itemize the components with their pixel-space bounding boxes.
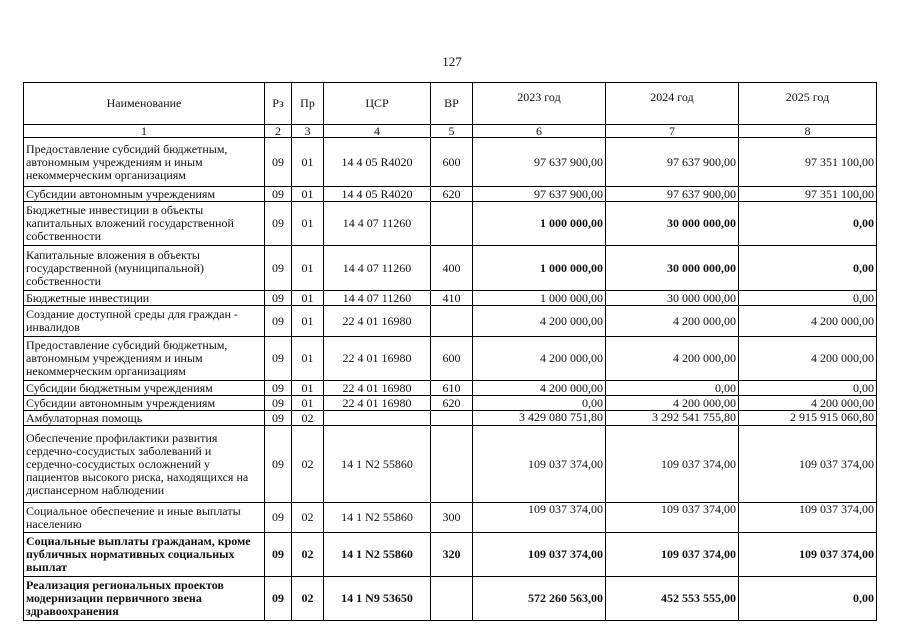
table-row xyxy=(24,381,877,396)
budget-table xyxy=(23,82,877,621)
row-vr xyxy=(431,306,473,337)
table-row xyxy=(24,187,877,202)
column-number: 6 xyxy=(473,125,606,138)
row-2024: 109 037 374,00 xyxy=(606,426,739,503)
row-rz: 09 xyxy=(265,202,292,246)
row-2023: 4 200 000,00 xyxy=(473,381,606,396)
row-2025: 97 351 100,00 xyxy=(739,187,877,202)
row-2025: 4 200 000,00 xyxy=(739,337,877,381)
row-name: Субсидии автономным учреждениям xyxy=(24,187,265,202)
row-csr xyxy=(324,411,431,426)
header-vr: ВР xyxy=(431,83,473,125)
table-row xyxy=(24,411,877,426)
row-2023: 1 000 000,00 xyxy=(473,246,606,291)
row-csr: 22 4 01 16980 xyxy=(324,396,431,411)
row-pr: 01 xyxy=(292,138,324,187)
row-2023: 1 000 000,00 xyxy=(473,291,606,306)
row-pr: 02 xyxy=(292,533,324,577)
row-rz: 09 xyxy=(265,503,292,533)
row-vr: 600 xyxy=(431,337,473,381)
row-2025: 0,00 xyxy=(739,291,877,306)
table-row xyxy=(24,202,877,246)
table-row xyxy=(24,337,877,381)
row-2025: 109 037 374,00 xyxy=(739,503,877,533)
row-csr: 14 4 07 11260 xyxy=(324,246,431,291)
row-csr: 14 1 N2 55860 xyxy=(324,503,431,533)
row-pr: 01 xyxy=(292,306,324,337)
row-2023: 572 260 563,00 xyxy=(473,577,606,621)
row-2023: 109 037 374,00 xyxy=(473,426,606,503)
row-vr: 600 xyxy=(431,138,473,187)
row-2024: 3 292 541 755,80 xyxy=(606,411,739,426)
row-rz: 09 xyxy=(265,337,292,381)
row-csr: 14 1 N9 53650 xyxy=(324,577,431,621)
page-number: 127 xyxy=(442,54,462,69)
row-2024: 452 553 555,00 xyxy=(606,577,739,621)
row-pr: 02 xyxy=(292,503,324,533)
row-pr: 02 xyxy=(292,426,324,503)
row-2023: 109 037 374,00 xyxy=(473,503,606,533)
table-row xyxy=(24,138,877,187)
table-row xyxy=(24,426,877,503)
row-name: Субсидии бюджетным учреждениям xyxy=(24,381,265,396)
row-csr: 14 1 N2 55860 xyxy=(324,426,431,503)
table-row xyxy=(24,291,877,306)
row-pr: 01 xyxy=(292,291,324,306)
table-row xyxy=(24,577,877,621)
row-rz: 09 xyxy=(265,246,292,291)
row-name: Социальное обеспечение и иные выплаты населению xyxy=(24,503,265,533)
row-name: Бюджетные инвестиции xyxy=(24,291,265,306)
row-2024: 4 200 000,00 xyxy=(606,337,739,381)
row-csr: 22 4 01 16980 xyxy=(324,306,431,337)
row-vr xyxy=(431,202,473,246)
row-vr: 610 xyxy=(431,381,473,396)
row-pr: 02 xyxy=(292,411,324,426)
row-vr xyxy=(431,426,473,503)
row-2024: 30 000 000,00 xyxy=(606,291,739,306)
row-2023: 1 000 000,00 xyxy=(473,202,606,246)
row-name: Бюджетные инвестиции в объекты капитальных вложений государственной собственности xyxy=(24,202,265,246)
row-2024: 97 637 900,00 xyxy=(606,138,739,187)
row-csr: 14 4 05 R4020 xyxy=(324,187,431,202)
row-2025: 2 915 915 060,80 xyxy=(739,411,877,426)
row-2024: 4 200 000,00 xyxy=(606,396,739,411)
row-vr: 620 xyxy=(431,187,473,202)
row-rz: 09 xyxy=(265,411,292,426)
row-name: Предоставление субсидий бюджетным, автономным учреждениям и иным некоммерческим организациям xyxy=(24,138,265,187)
row-pr: 01 xyxy=(292,246,324,291)
row-csr: 22 4 01 16980 xyxy=(324,337,431,381)
row-2024: 4 200 000,00 xyxy=(606,306,739,337)
row-name: Амбулаторная помощь xyxy=(24,411,265,426)
row-2024: 97 637 900,00 xyxy=(606,187,739,202)
column-number-row xyxy=(24,125,877,138)
row-pr: 01 xyxy=(292,381,324,396)
row-2023: 97 637 900,00 xyxy=(473,138,606,187)
row-vr: 300 xyxy=(431,503,473,533)
row-rz: 09 xyxy=(265,187,292,202)
row-name: Создание доступной среды для граждан - инвалидов xyxy=(24,306,265,337)
column-number: 8 xyxy=(739,125,877,138)
row-vr xyxy=(431,577,473,621)
row-vr: 410 xyxy=(431,291,473,306)
row-name: Обеспечение профилактики развития сердечно-сосудистых заболеваний и сердечно-сосудистых осложнений у пациентов высокого риска, находящихся на диспансерном наблюдении xyxy=(24,426,265,503)
row-2025: 4 200 000,00 xyxy=(739,396,877,411)
row-name: Реализация региональных проектов модернизации первичного звена здравоохранения xyxy=(24,577,265,621)
column-number: 5 xyxy=(431,125,473,138)
column-number: 2 xyxy=(265,125,292,138)
row-rz: 09 xyxy=(265,426,292,503)
column-number: 3 xyxy=(292,125,324,138)
row-rz: 09 xyxy=(265,138,292,187)
row-csr: 14 4 05 R4020 xyxy=(324,138,431,187)
row-2023: 4 200 000,00 xyxy=(473,337,606,381)
row-2025: 109 037 374,00 xyxy=(739,533,877,577)
column-number: 7 xyxy=(606,125,739,138)
header-2024: 2024 год xyxy=(606,83,739,125)
row-2025: 4 200 000,00 xyxy=(739,306,877,337)
row-pr: 01 xyxy=(292,337,324,381)
row-pr: 01 xyxy=(292,396,324,411)
row-2024: 109 037 374,00 xyxy=(606,503,739,533)
row-vr: 320 xyxy=(431,533,473,577)
row-2025: 0,00 xyxy=(739,381,877,396)
table-row xyxy=(24,246,877,291)
column-number: 1 xyxy=(24,125,265,138)
table-row xyxy=(24,306,877,337)
table-row xyxy=(24,503,877,533)
row-csr: 14 4 07 11260 xyxy=(324,291,431,306)
row-vr: 400 xyxy=(431,246,473,291)
row-2025: 0,00 xyxy=(739,202,877,246)
row-rz: 09 xyxy=(265,533,292,577)
row-2024: 30 000 000,00 xyxy=(606,202,739,246)
row-2024: 109 037 374,00 xyxy=(606,533,739,577)
row-vr xyxy=(431,411,473,426)
header-name: Наименование xyxy=(24,83,265,125)
row-2023: 4 200 000,00 xyxy=(473,306,606,337)
row-2023: 109 037 374,00 xyxy=(473,533,606,577)
row-pr: 01 xyxy=(292,187,324,202)
header-2025: 2025 год xyxy=(739,83,877,125)
row-rz: 09 xyxy=(265,381,292,396)
column-number: 4 xyxy=(324,125,431,138)
row-pr: 02 xyxy=(292,577,324,621)
row-rz: 09 xyxy=(265,306,292,337)
row-2025: 109 037 374,00 xyxy=(739,426,877,503)
row-name: Субсидии автономным учреждениям xyxy=(24,396,265,411)
row-2023: 0,00 xyxy=(473,396,606,411)
row-rz: 09 xyxy=(265,577,292,621)
row-vr: 620 xyxy=(431,396,473,411)
table-row xyxy=(24,533,877,577)
row-pr: 01 xyxy=(292,202,324,246)
row-2024: 30 000 000,00 xyxy=(606,246,739,291)
row-csr: 14 4 07 11260 xyxy=(324,202,431,246)
row-2023: 3 429 080 751,80 xyxy=(473,411,606,426)
row-2024: 0,00 xyxy=(606,381,739,396)
header-row xyxy=(24,83,877,125)
row-name: Социальные выплаты гражданам, кроме публичных нормативных социальных выплат xyxy=(24,533,265,577)
row-2025: 97 351 100,00 xyxy=(739,138,877,187)
row-csr: 14 1 N2 55860 xyxy=(324,533,431,577)
row-2023: 97 637 900,00 xyxy=(473,187,606,202)
row-2025: 0,00 xyxy=(739,246,877,291)
header-2023: 2023 год xyxy=(473,83,606,125)
row-csr: 22 4 01 16980 xyxy=(324,381,431,396)
table-row xyxy=(24,396,877,411)
row-name: Предоставление субсидий бюджетным, автономным учреждениям и иным некоммерческим организациям xyxy=(24,337,265,381)
row-2025: 0,00 xyxy=(739,577,877,621)
row-rz: 09 xyxy=(265,291,292,306)
header-pr: Пр xyxy=(292,83,324,125)
row-rz: 09 xyxy=(265,396,292,411)
header-csr: ЦСР xyxy=(324,83,431,125)
header-rz: Рз xyxy=(265,83,292,125)
row-name: Капитальные вложения в объекты государственной (муниципальной) собственности xyxy=(24,246,265,291)
